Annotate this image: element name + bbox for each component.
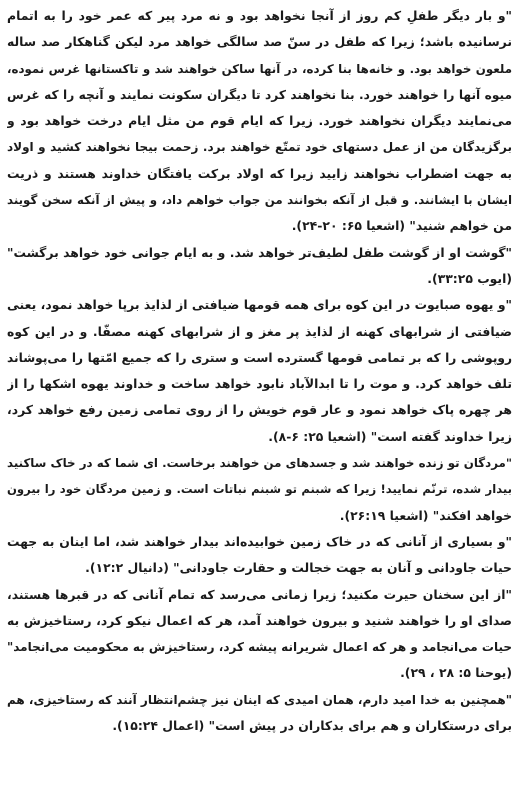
paragraph-job-33 — [7, 240, 512, 293]
text-line: ضیافتی از شرابهای کهنه از لذایذ پر مغز و از شرابهای کهنه مصفّا. و در این کوه — [7, 323, 512, 339]
paragraph-isaiah-25 — [7, 292, 512, 450]
text-line: هر چهره پاک خواهد نمود و عار قوم خویش را از روی تمامی زمین رفع خواهد کرد، — [7, 402, 512, 418]
paragraph-acts-24 — [7, 687, 512, 740]
text-line: به جهت اضطراب نخواهند زایید زیرا که اولاد برکت یافتگان خداوند هستند و ذریت — [7, 165, 512, 181]
text-line: تلف خواهد کرد. و موت را تا ابدالآباد نابود خواهد ساخت و خداوند یهوه اشکها را از — [7, 376, 512, 392]
text-line: (یوحنا ۵: ۲۸ ، ۲۹). — [400, 665, 512, 681]
text-line: ایشان با ایشانند. و قبل از آنکه بخوانند من جواب خواهم داد، و پیش از آنکه سخن گویند — [7, 193, 512, 208]
text-line: میوه آنها را خواهند خورد. بنا نخواهند کرد تا دیگران سکونت نمایند و آنچه را که غرس — [7, 87, 512, 102]
paragraph-john-5 — [7, 582, 512, 687]
text-line: حیات جاودانی و آنان به جهت خجالت و حقارت جاودانی" (دانیال ۱۲:۲). — [85, 560, 512, 576]
text-line: خواهد افکند" (اشعیا ۲۶:۱۹). — [339, 507, 512, 523]
text-line: "و یهوه صبایوت در این کوه برای همه قومها ضیافتی از لذایذ برپا خواهد نمود، یعنی — [7, 297, 512, 313]
paragraph-isaiah-26 — [7, 450, 512, 529]
text-line: ملعون خواهد بود. و خانه‌ها بنا کرده، در آنها ساکن خواهند شد و تاکستانها غرس نموده، — [7, 61, 512, 76]
text-line: برگزیدگان من از عمل دستهای خود تمتّع خواهند برد. زحمت بیجا نخواهند کشید و اولاد — [7, 140, 512, 155]
text-line: (ایوب ۳۳:۲۵). — [427, 270, 512, 286]
paragraph-daniel-12 — [7, 529, 512, 582]
text-line: "همچنین به خدا امید دارم، همان امیدی که اینان نیز چشم‌انتظار آنند که رستاخیزی، هم — [7, 692, 512, 707]
text-line: "مردگان تو زنده خواهند شد و جسدهای من خواهند برخاست. ای شما که در خاک ساکنید — [7, 456, 512, 471]
text-line: "و بسیاری از آنانی که در خاک زمین خوابیده‌اند بیدار خواهند شد، اما اینان به جهت — [7, 533, 512, 549]
text-line: صدای او را خواهند شنید و بیرون خواهند آمد، هر که اعمال نیکو کرد، رستاخیزش به — [7, 612, 512, 628]
text-line: برای درستکاران و هم برای بدکاران در پیش است" (اعمال ۱۵:۲۴). — [112, 718, 512, 734]
text-line: می‌نمایند دیگران نخواهند خورد. زیرا که ایام قوم من مثل ایام درخت خواهد بود و — [7, 113, 512, 129]
text-line: "گوشت او از گوشت طفل لطیف‌تر خواهد شد. و به ایام جوانی خود خواهد برگشت" — [7, 244, 512, 260]
paragraph-isaiah-65 — [7, 3, 512, 240]
text-line: "از این سخنان حیرت مکنید؛ زیرا زمانی می‌رسد که تمام آنانی که در قبرها هستند، — [7, 586, 512, 602]
text-line: "و بار دیگر طفلِ کم روز از آنجا نخواهد بود و نه مرد پیر که عمر خود را به اتمام — [7, 8, 512, 23]
text-line: روپوشی را که بر تمامی قومها گسترده است و ستری را که جمیع امّتها را می‌پوشاند — [7, 350, 512, 365]
text-line: بیدار شده، ترنّم نمایید! زیرا که شبنم تو شبنم نباتات است. و زمین مردگان خود را بیرون — [7, 482, 512, 497]
text-line: من خواهم شنید" (اشعیا ۶۵: ۲۰-۲۴). — [291, 218, 512, 234]
text-line: حیات می‌انجامد و هر که اعمال شریرانه پیشه کرد، رستاخیزش به محکومیت می‌انجامد" — [7, 640, 512, 655]
text-line: نرسانیده باشد؛ زیرا که طفل در سنّ صد سالگی خواهد مرد لیکن گناهکار صد ساله — [7, 34, 512, 50]
text-line: زیرا خداوند گفته است" (اشعیا ۲۵: ۶-۸). — [268, 428, 512, 444]
